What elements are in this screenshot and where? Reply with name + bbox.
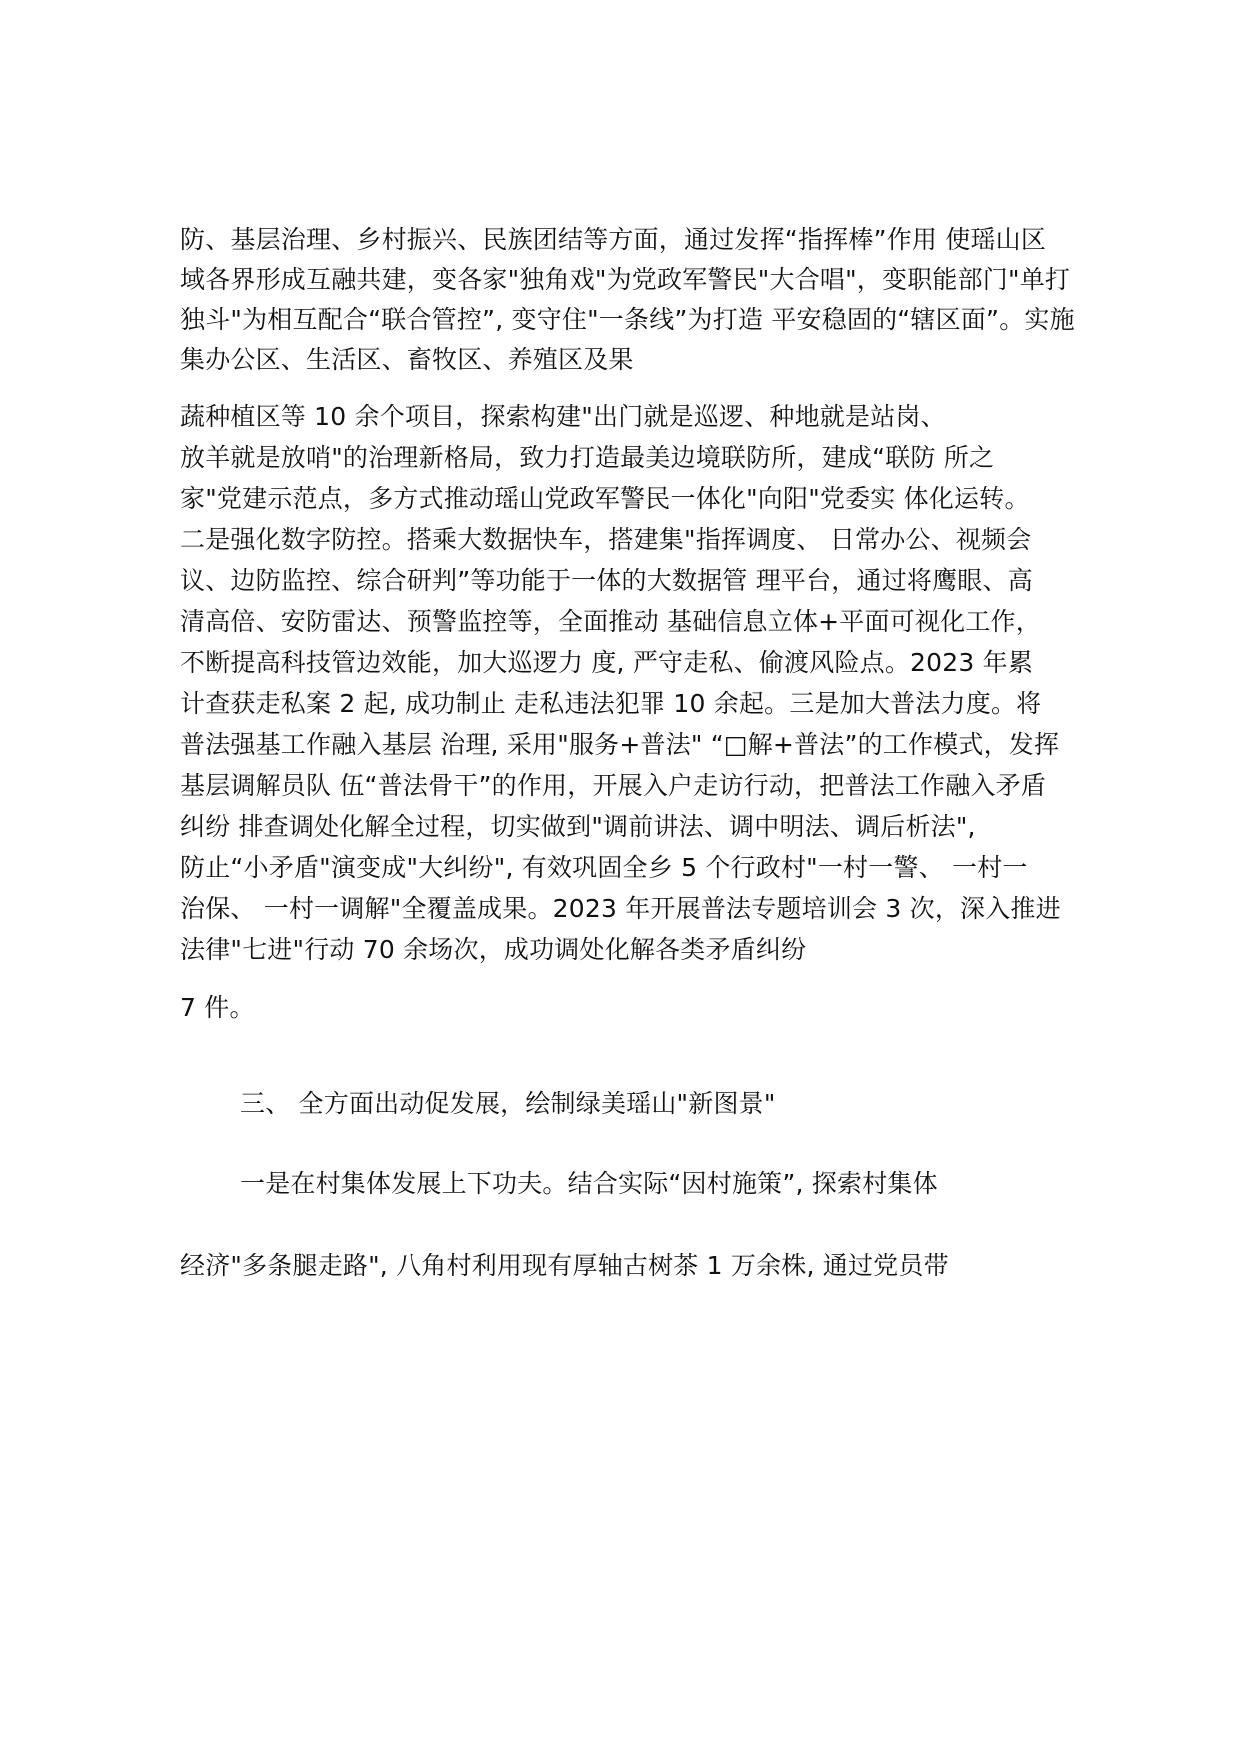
text-line: 经济"多条腿走路", 八角村利用现有厚轴古树茶 1 万余株, 通过党员带 <box>180 1251 949 1280</box>
text-line: 纠纷 排查调处化解全过程，切实做到"调前讲法、调中明法、调后析法", <box>180 812 976 841</box>
text-line: 基层调解员队 伍“普法骨干”的作用，开展入户走访行动，把普法工作融入矛盾 <box>180 771 1047 800</box>
text-line: 普法强基工作融入基层 治理, 采用"服务+普法" “□解+普法”的工作模式，发挥 <box>180 730 1060 759</box>
paragraph-first-line: 一是在村集体发展上下功夫。结合实际“因村施策”, 探索村集体 <box>240 1169 938 1198</box>
text-line: 7 件。 <box>180 993 255 1022</box>
text-line: 法律"七进"行动 70 余场次，成功调处化解各类矛盾纠纷 <box>180 935 807 964</box>
text-line: 放羊就是放哨"的治理新格局，致力打造最美边境联防所，建成“联防 所之 <box>180 443 995 472</box>
text-line: 二是强化数字防控。搭乘大数据快车，搭建集"指挥调度、 日常办公、视频会 <box>180 525 1032 554</box>
text-line: 蔬种植区等 10 余个项目，探索构建"出门就是巡逻、种地就是站岗、 <box>180 402 946 431</box>
text-line: 防、基层治理、乡村振兴、民族团结等方面，通过发挥“指挥棒”作用 使瑶山区 <box>180 225 1047 254</box>
text-line: 域各界形成互融共建，变各家"独角戏"为党政军警民"大合唱"，变职能部门"单打 <box>180 265 1071 294</box>
text-line: 计查获走私案 2 起, 成功制止 走私违法犯罪 10 余起。三是加大普法力度。将 <box>180 689 1042 718</box>
text-line: 集办公区、生活区、畜牧区、养殖区及果 <box>180 345 634 374</box>
text-line: 不断提高科技管边效能，加大巡逻力 度, 严守走私、偷渡风险点。2023 年累 <box>180 648 1034 677</box>
text-line: 家"党建示范点，多方式推动瑶山党政军警民一体化"向阳"党委实 体化运转。 <box>180 484 1030 513</box>
text-line: 独斗"为相互配合“联合管控”, 变守住"一条线”为打造 平安稳固的“辖区面”。实施 <box>180 305 1075 334</box>
text-line: 清高倍、安防雷达、预警监控等，全面推动 基础信息立体+平面可视化工作， <box>180 607 1041 636</box>
text-line: 议、边防监控、综合研判”等功能于一体的大数据管 理平台，通过将鹰眼、高 <box>180 566 1033 595</box>
text-line: 治保、 一村一调解"全覆盖成果。2023 年开展普法专题培训会 3 次，深入推进 <box>180 894 1061 923</box>
text-line: 防止“小矛盾"演变成"大纠纷", 有效巩固全乡 5 个行政村"一村一警、 一村一 <box>180 853 1028 882</box>
section-heading: 三、 全方面出动促发展，绘制绿美瑶山"新图景" <box>240 1089 776 1118</box>
